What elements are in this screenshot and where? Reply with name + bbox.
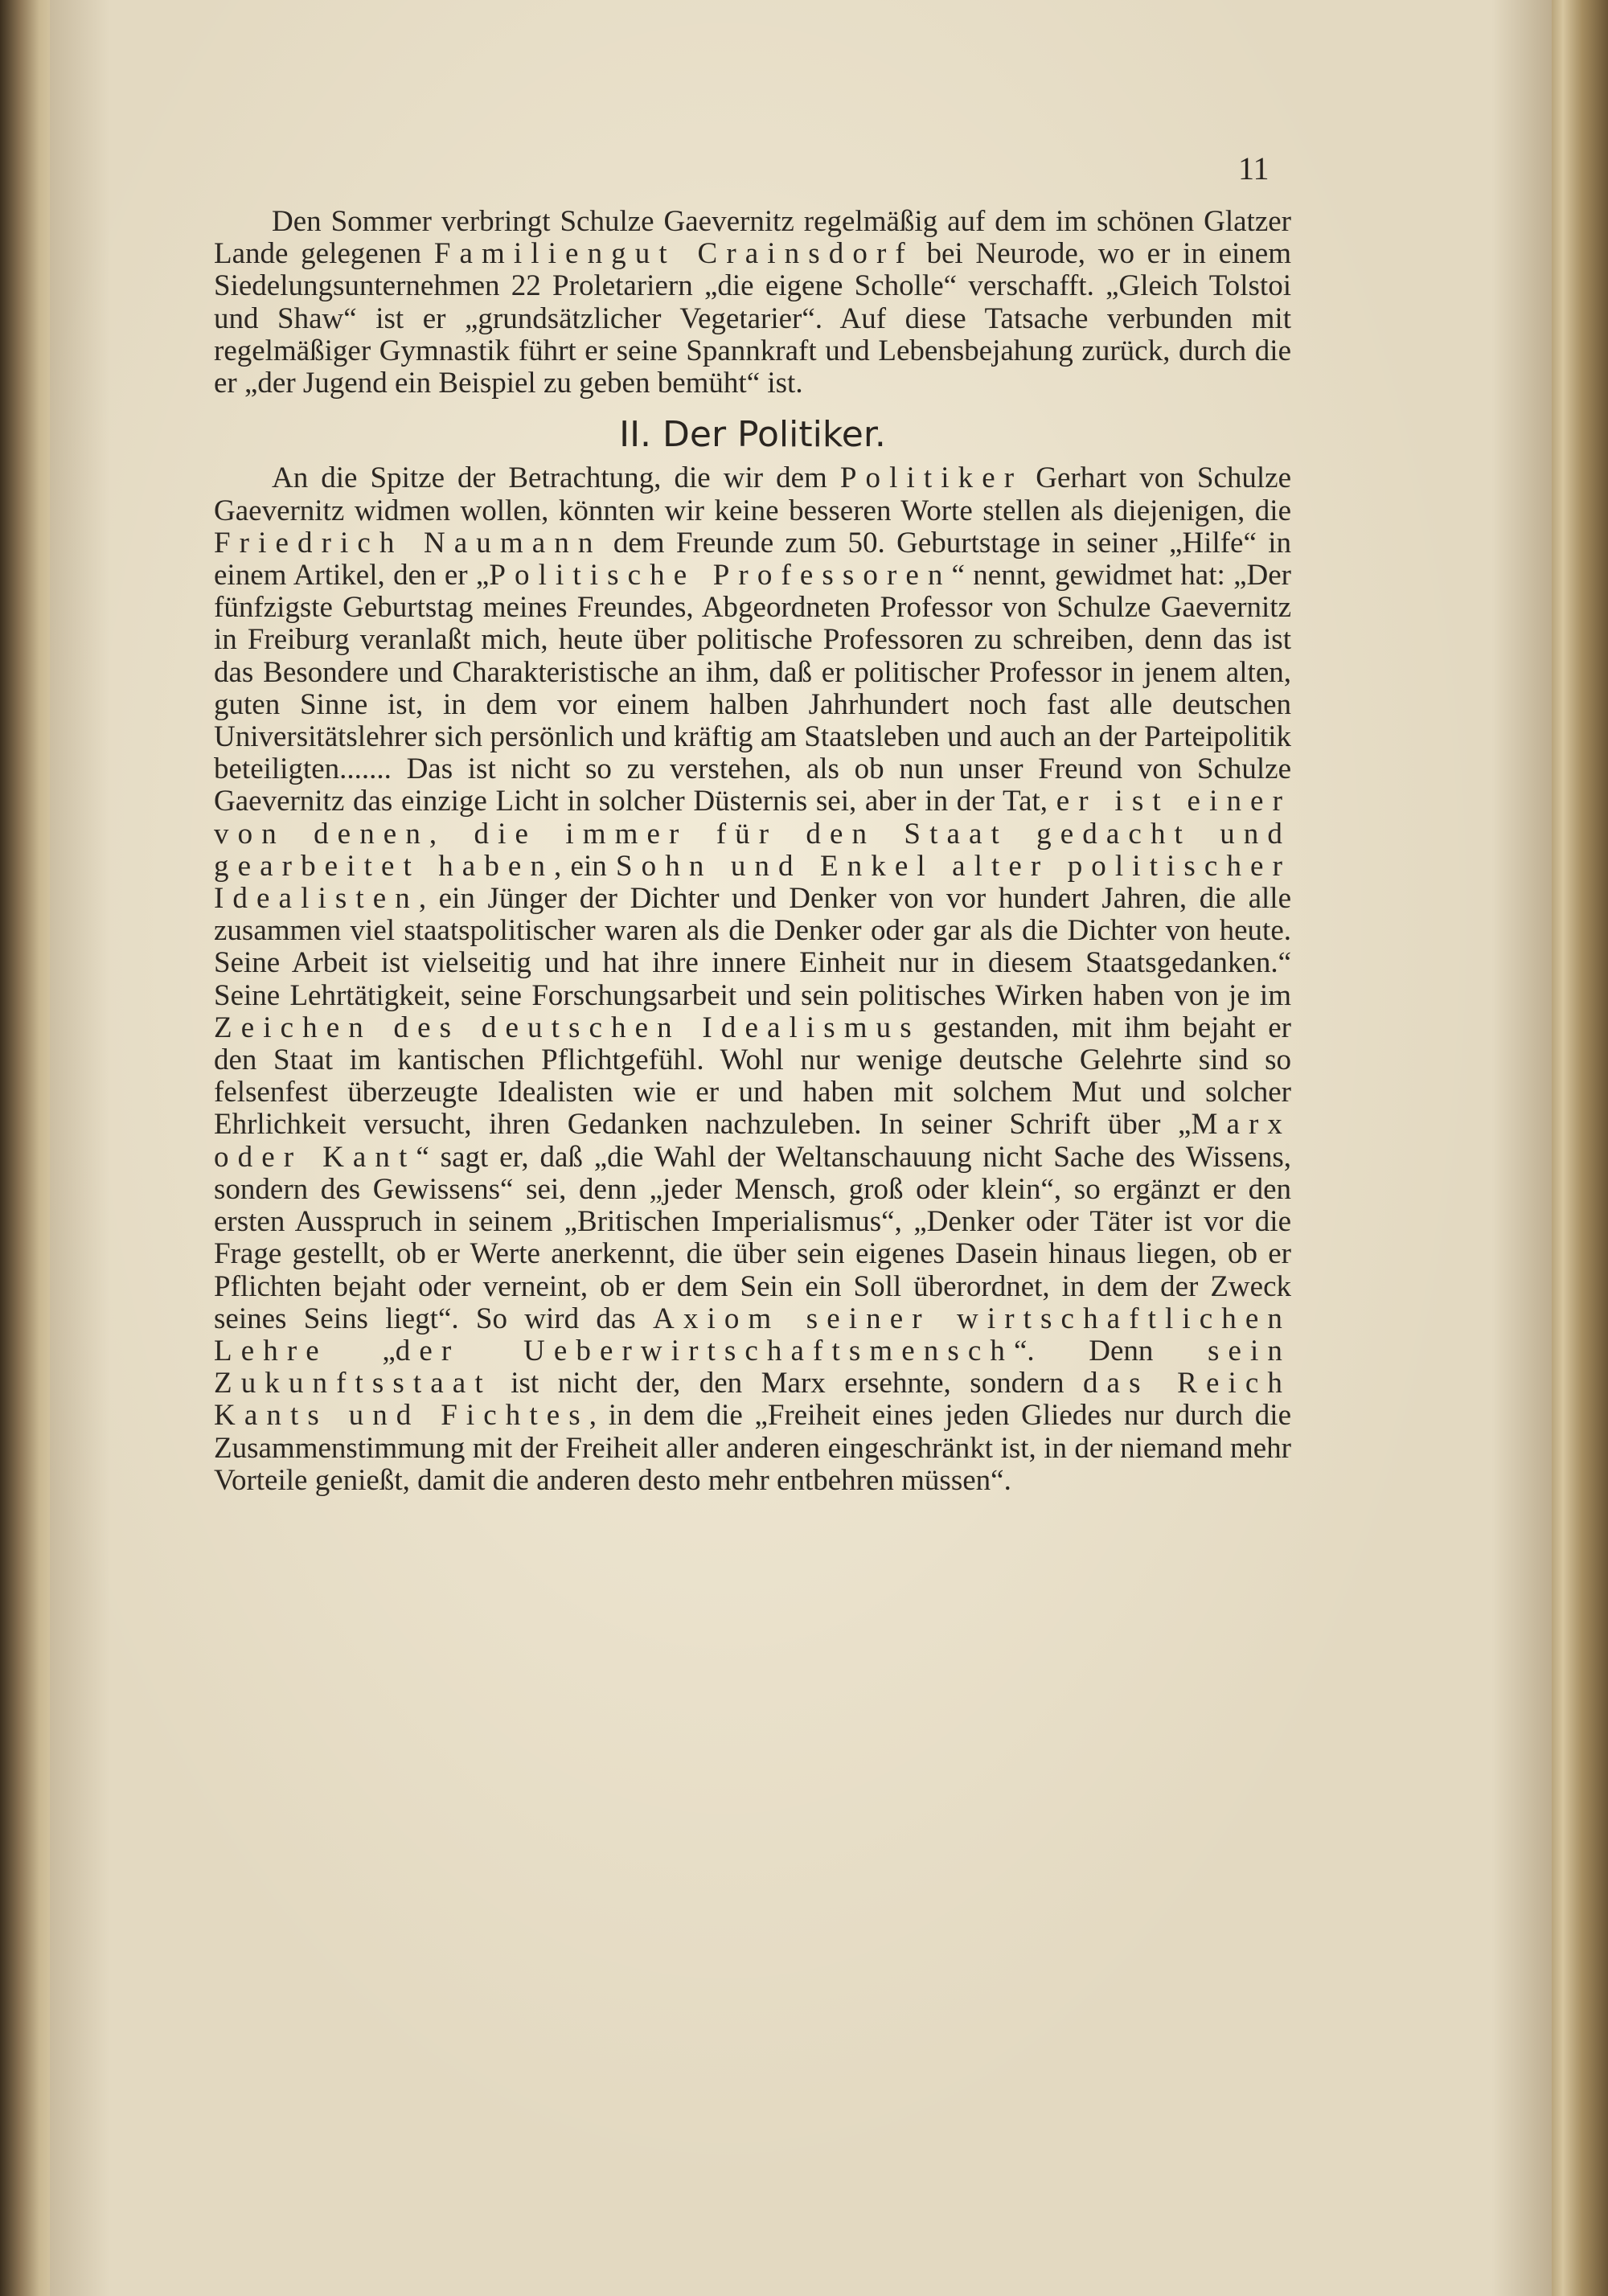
text-run: “. Denn (1013, 1334, 1208, 1367)
text-run: Den Sommer verbringt Schulze Gaevernitz regelmäßig auf dem im schönen Glatzer Lande gelegenen (214, 205, 1291, 271)
emphasis-spaced: Politische Professoren (489, 559, 952, 592)
emphasis-spaced: Friedrich Naumann (214, 526, 602, 560)
text-run: , ein Jünger der Dichter und Denker von vor hundert Jahren, die alle zusammen viel staatspolitischer waren als die Denker oder gar als die Dichter von heute. Seine Arbeit ist vielseitig und hat ihre innere Einheit nur in diesem Staatsgedanken.“ Seine Lehrtätigkeit, seine Forschungsarbeit und sein politisches Wirken haben von je im (214, 882, 1291, 1012)
emphasis-spaced: das Reich Kants und Fichtes (214, 1367, 1291, 1433)
paragraph-politiker (214, 462, 1291, 1497)
emphasis-spaced: Familiengut Crainsdorf (433, 237, 914, 271)
page-edge (1552, 0, 1608, 2296)
text-run: bei Neurode, wo er in einem Siedelungsunternehmen 22 Proletariern „die eigene Scholle“ verschafft. „Gleich Tolstoi und Shaw“ ist er „grundsätzlicher Vegetarier“. Auf diese Tatsache verbunden mit regelmäßiger Gymnastik führt er seine Spannkraft und Lebensbejahung zurück, durch die er „der Jugend ein Beispiel zu geben bemüht“ ist. (214, 237, 1291, 400)
emphasis-spaced: Sohn und Enkel alter politischer Idealisten (214, 849, 1291, 916)
text-run: gestanden, mit ihm bejaht er den Staat im kantischen Pflichtgefühl. Wohl nur wenige deutsche Gelehrte sind so felsenfest überzeugte Idealisten wie er und haben mit solchem Mut und solcher Ehrlichkeit versucht, ihren Gedanken nachzuleben. In seiner Schrift über „ (214, 1011, 1291, 1142)
text-run: Gerhart von Schulze Gaevernitz widmen wollen, könnten wir keine besseren Worte stellen als diejenigen, die (214, 461, 1291, 527)
emphasis-spaced: der Ueberwirtschaftsmensch (395, 1334, 1014, 1367)
emphasis-spaced: Politiker (839, 461, 1023, 495)
text-block (214, 206, 1291, 1497)
emphasis-spaced: Zeichen des deutschen Idealismus (214, 1011, 921, 1044)
emphasis-spaced: Marx oder Kant (214, 1108, 1291, 1174)
emphasis-spaced: er ist einer von denen, die immer für den Staat gedacht und gearbeitet haben (214, 785, 1291, 883)
section-heading: II. Der Politiker. (619, 414, 886, 456)
text-run: , in dem die „Freiheit eines jeden Gliedes nur durch die Zusammenstimmung mit der Freiheit aller anderen eingeschränkt ist, in der niemand mehr Vorteile genießt, damit die anderen desto mehr entbehren müssen“. (214, 1399, 1291, 1497)
text-run: “ nennt, gewidmet hat: „Der fünfzigste Geburtstag meines Freundes, Abgeordneten Professor von Schulze Gaevernitz in Freiburg veranlaßt mich, heute über politische Professoren zu schreiben, denn das ist das Besondere und Charakteristische an ihm, daß er politischer Professor in jenem alten, guten Sinne ist, in dem vor einem halben Jahrhundert noch fast alle deutschen Universitätslehrer sich persönlich und kräftig am Staatsleben und auch an der Parteipolitik beteiligten....... Das ist nicht so zu verstehen, als ob nun unser Freund von Schulze Gaevernitz das einzige Licht in solcher Düsternis sei, aber in der Tat, (214, 559, 1291, 818)
paragraph-sommer (214, 206, 1291, 400)
text-run: ist nicht der, den Marx ersehnte, sondern (491, 1367, 1083, 1400)
emphasis-spaced: Axiom seiner wirtschaftlichen Lehre (214, 1302, 1291, 1367)
text-run: , ein (554, 849, 616, 883)
text-run: dem Freunde zum 50. Geburtstage in seiner „Hilfe“ in einem Artikel, den er „ (214, 526, 1292, 592)
text-run: “ sagt er, daß „die Wahl der Weltanschauung nicht Sache des Wissens, sondern des Gewissens“ sei, denn „jeder Mensch, groß oder klein“, so ergänzt er den ersten Ausspruch in seinem „Britischen Imperialismus“, „Denker oder Täter ist vor die Frage gestellt, ob er Werte anerkennt, die über sein eigenes Dasein hinaus liegen, ob er Pflichten bejaht oder verneint, ob er dem Sein ein Soll überordnet, in dem der Zweck seines Seins liegt“. So wird das (214, 1140, 1292, 1335)
emphasis-spaced: sein Zukunftsstaat (214, 1334, 1291, 1400)
page-number: 11 (1238, 150, 1270, 187)
book-spine (0, 0, 56, 2296)
text-run: An die Spitze der Betrachtung, die wir dem (272, 461, 840, 495)
text-run: „ (327, 1334, 396, 1367)
